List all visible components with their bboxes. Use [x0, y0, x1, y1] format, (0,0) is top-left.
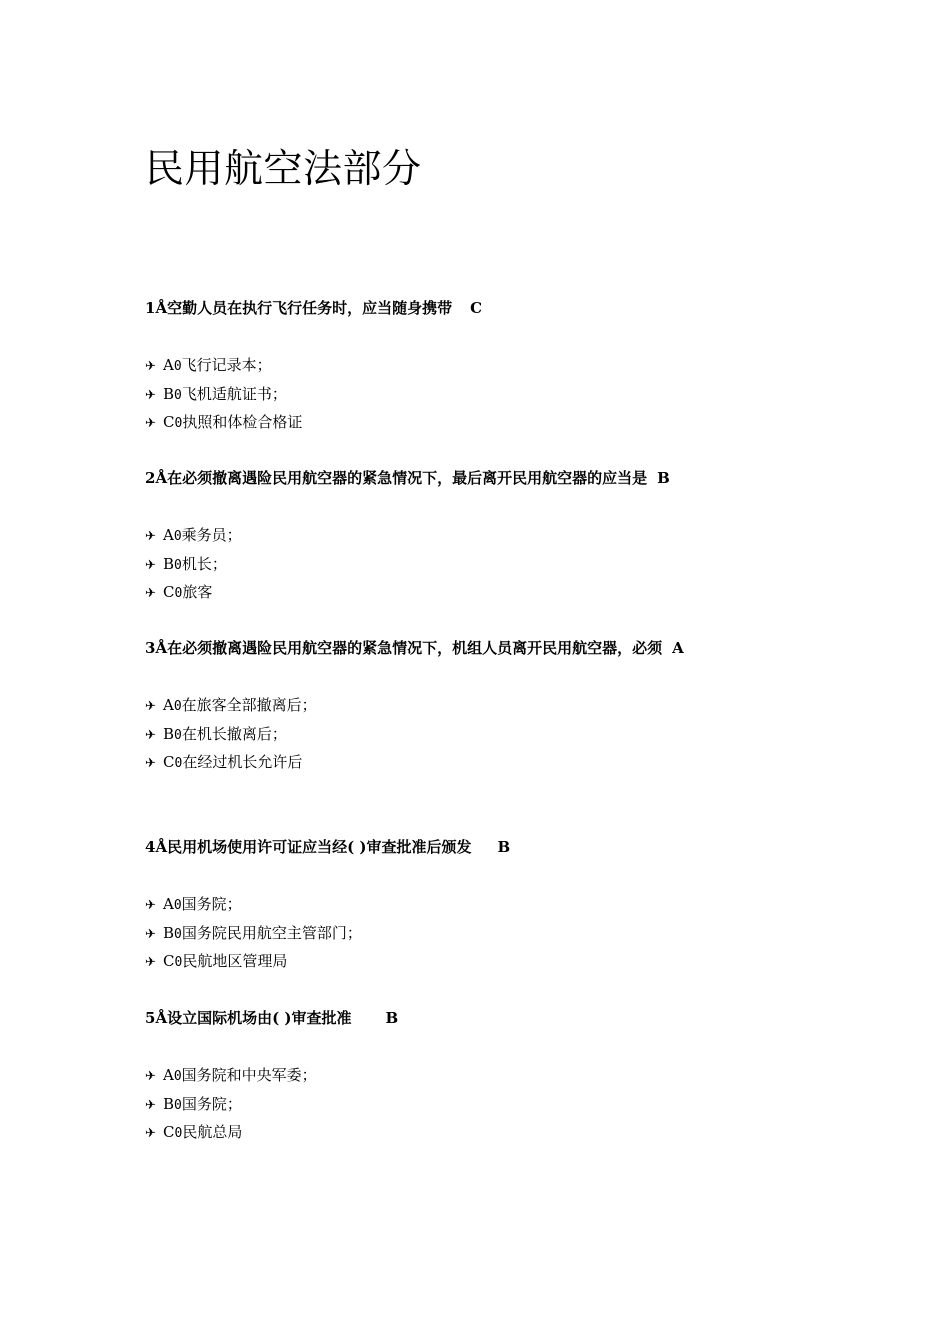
plane-bullet-icon: ✈ [145, 898, 156, 913]
question-text: 在必须撤离遇险民用航空器的紧急情况下，机组人员离开民用航空器，必须 [167, 639, 663, 657]
option-text: 在旅客全部撤离后； [181, 696, 317, 714]
plane-bullet-icon: ✈ [145, 1126, 156, 1141]
option-b [145, 554, 227, 576]
option-box: 0 [173, 1069, 182, 1084]
option-letter: B [163, 725, 175, 743]
question-text: 民用机场使用许可证应当经( )审查批准后颁发 [167, 838, 472, 856]
option-text: 国务院； [181, 1095, 242, 1113]
option-a [145, 355, 272, 377]
page-title: 民用航空法部分 [145, 147, 422, 192]
option-box: 0 [174, 955, 183, 970]
question-text: 在必须撤离遇险民用航空器的紧急情况下，最后离开民用航空器的应当是 [167, 469, 648, 487]
plane-bullet-icon: ✈ [145, 756, 156, 771]
option-letter: C [163, 753, 175, 771]
question-1 [145, 298, 482, 318]
option-text: 在机长撤离后； [181, 725, 287, 743]
question-separator: Å [155, 469, 168, 487]
question-text: 设立国际机场由( )审查批准 [167, 1009, 352, 1027]
question-separator: Å [155, 838, 168, 856]
plane-bullet-icon: ✈ [145, 699, 156, 714]
option-box: 0 [173, 699, 182, 714]
question-number: 1 [145, 299, 156, 317]
plane-bullet-icon: ✈ [145, 728, 156, 743]
option-letter: A [163, 526, 174, 544]
question-2 [145, 468, 670, 488]
option-b [145, 384, 287, 406]
option-box: 0 [173, 529, 182, 544]
option-b [145, 1094, 242, 1116]
option-box: 0 [174, 927, 182, 942]
option-box: 0 [174, 388, 182, 403]
plane-bullet-icon: ✈ [145, 1069, 156, 1084]
plane-bullet-icon: ✈ [145, 927, 156, 942]
question-answer: B [657, 469, 670, 487]
option-text: 旅客 [182, 583, 213, 601]
option-box: 0 [174, 756, 183, 771]
plane-bullet-icon: ✈ [145, 359, 156, 374]
option-letter: B [163, 555, 175, 573]
option-c [145, 412, 302, 434]
option-c [145, 951, 287, 973]
question-5 [145, 1008, 398, 1028]
option-letter: A [163, 1066, 174, 1084]
option-text: 乘务员； [181, 526, 242, 544]
option-a [145, 525, 242, 547]
option-text: 执照和体检合格证 [182, 413, 303, 431]
option-box: 0 [173, 898, 182, 913]
option-text: 在经过机长允许后 [182, 753, 303, 771]
question-separator: Å [155, 1009, 168, 1027]
option-box: 0 [174, 728, 182, 743]
option-c [145, 752, 302, 774]
question-answer: B [385, 1009, 399, 1027]
question-answer: B [497, 838, 511, 856]
option-letter: A [163, 696, 174, 714]
option-letter: B [163, 1095, 175, 1113]
option-box: 0 [174, 558, 182, 573]
option-text: 国务院； [181, 895, 242, 913]
plane-bullet-icon: ✈ [145, 529, 156, 544]
question-answer: C [470, 299, 483, 317]
option-a [145, 894, 242, 916]
option-text: 民航总局 [182, 1123, 243, 1141]
option-letter: C [163, 413, 175, 431]
option-box: 0 [174, 586, 183, 601]
option-text: 飞行记录本； [181, 356, 272, 374]
plane-bullet-icon: ✈ [145, 1098, 156, 1113]
option-letter: A [163, 895, 174, 913]
plane-bullet-icon: ✈ [145, 388, 156, 403]
option-text: 国务院民用航空主管部门； [181, 924, 362, 942]
question-number: 4 [145, 838, 156, 856]
option-b [145, 724, 287, 746]
plane-bullet-icon: ✈ [145, 586, 156, 601]
option-text: 国务院和中央军委； [181, 1066, 317, 1084]
option-text: 机长； [181, 555, 227, 573]
question-3 [145, 638, 684, 658]
question-number: 3 [145, 639, 156, 657]
option-text: 飞机适航证书； [181, 385, 287, 403]
option-letter: C [163, 583, 175, 601]
question-text: 空勤人员在执行飞行任务时，应当随身携带 [167, 299, 453, 317]
option-a [145, 695, 317, 717]
option-letter: C [163, 1123, 175, 1141]
plane-bullet-icon: ✈ [145, 416, 156, 431]
option-letter: A [163, 356, 174, 374]
option-letter: C [163, 952, 175, 970]
question-number: 2 [145, 469, 156, 487]
option-box: 0 [174, 1126, 183, 1141]
question-number: 5 [145, 1009, 156, 1027]
option-letter: B [163, 385, 175, 403]
option-box: 0 [174, 416, 183, 431]
option-box: 0 [173, 359, 182, 374]
option-letter: B [163, 924, 175, 942]
plane-bullet-icon: ✈ [145, 955, 156, 970]
option-b [145, 923, 362, 945]
option-text: 民航地区管理局 [182, 952, 288, 970]
option-c [145, 1122, 242, 1144]
question-answer: A [672, 639, 684, 657]
option-c [145, 582, 212, 604]
question-4 [145, 837, 510, 857]
option-box: 0 [174, 1098, 182, 1113]
plane-bullet-icon: ✈ [145, 558, 156, 573]
question-separator: Å [155, 299, 168, 317]
question-separator: Å [155, 639, 168, 657]
option-a [145, 1065, 317, 1087]
